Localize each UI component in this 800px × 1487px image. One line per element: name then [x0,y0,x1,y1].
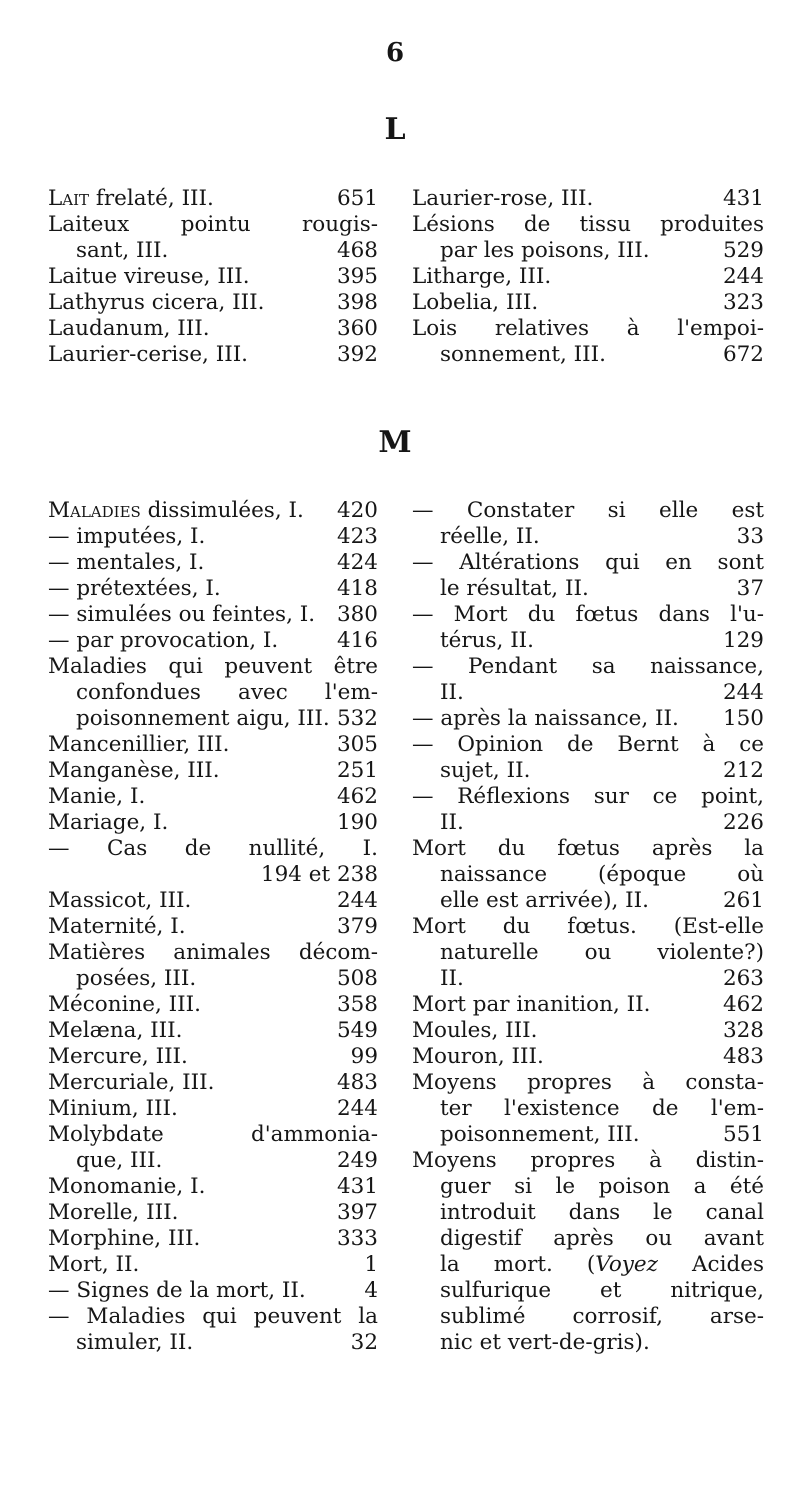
entry-text: Lathyrus cicera, III. [48,290,265,315]
entry-text: — imputées, I. [48,524,206,549]
entry-line: sant, III. [76,238,169,263]
index-entry [48,1096,378,1122]
entry-page-number: 244 [722,264,764,289]
entry-text: Laurier-rose, III. [412,186,594,211]
entry-line: térus, II. [440,628,535,653]
entry-rest: frelaté, III. [89,186,214,211]
index-entry [412,732,764,784]
page-number: 6 [385,38,405,68]
section-letter-m: M [378,425,412,460]
section-letter-l: L [384,112,406,147]
entry-page-number: 418 [336,576,378,601]
entry-page-number: 251 [336,758,378,783]
entry-page-number: 261 [722,888,764,913]
index-entry [412,186,764,212]
entry-line: Mort du fœtus. (Est-elle [412,914,764,939]
entry-line: II. [440,810,464,835]
index-entry [412,316,764,368]
index-entry [48,836,378,888]
entry-line: Lésions de tissu produites [412,212,764,237]
entry-text: Lobelia, III. [412,290,539,315]
index-entry [412,706,764,732]
entry-page-number: 431 [336,1174,378,1199]
index-entry [48,550,378,576]
index-entry [48,1122,378,1174]
index-entry [48,1304,378,1356]
entry-line: poisonnement aigu, III. [76,706,330,731]
index-entry [48,784,378,810]
entry-line: Laiteux pointu rougis- [48,212,378,237]
entry-text: Laurier-cerise, III. [48,342,249,367]
entry-line: — Constater si elle est [412,498,764,523]
entry-page-number: 150 [722,706,764,731]
entry-page-number: 379 [336,914,378,939]
entry-page-number: 395 [336,264,378,289]
entry-line: Molybdate d'ammonia- [48,1122,378,1147]
entry-text: — après la naissance, II. [412,706,679,731]
entry-page-number: 423 [336,524,378,549]
entry-text: Manie, I. [48,784,146,809]
entry-page-number: 420 [336,498,378,523]
entry-line: que, III. [76,1148,163,1173]
entry-text: Mariage, I. [48,810,169,835]
entry-page-number: 424 [336,550,378,575]
index-entry [412,264,764,290]
index-entry [48,654,378,732]
entry-rest: dissimulées, I. [140,498,304,523]
index-entry [412,498,764,550]
index-entry [48,1044,378,1070]
index-entry [48,212,378,264]
entry-page-number: 651 [336,186,378,211]
entry-page-number: 549 [336,1018,378,1043]
entry-line: sublimé corrosif, arse- [440,1304,764,1329]
entry-line: Moyens propres à consta- [412,1070,764,1095]
index-entry [412,1044,764,1070]
entry-text: Mercure, III. [48,1044,188,1069]
entry-line: guer si le poison a été [440,1174,764,1199]
entry-line: la mort. (Voyez Acides [440,1252,764,1277]
index-entry [48,290,378,316]
entry-page-number: 398 [336,290,378,315]
entry-text: Mort, II. [48,1252,140,1277]
entry-page-number: 672 [722,342,764,367]
entry-text: — simulées ou feintes, I. [48,602,316,627]
entry-page-number: 249 [336,1148,378,1173]
index-entry [412,1018,764,1044]
index-entry [412,1148,764,1356]
entry-page-number: 333 [336,1226,378,1251]
entry-page-number: 244 [336,1096,378,1121]
entry-line: — Réflexions sur ce point, [412,784,764,809]
index-entry [48,264,378,290]
entry-page-number: 508 [336,966,378,991]
index-entry [48,498,378,524]
index-entry [48,810,378,836]
entry-line: II. [440,680,464,705]
index-entry [48,1070,378,1096]
entry-text: Mercuriale, III. [48,1070,215,1095]
entry-line: elle est arrivée), II. [440,888,649,913]
entry-text: Manganèse, III. [48,758,220,783]
entry-line: — Opinion de Bernt à ce [412,732,764,757]
entry-line: sujet, II. [440,758,531,783]
entry-page-number: 263 [722,966,764,991]
entry-line: introduit dans le canal [440,1200,764,1225]
entry-text: Moules, III. [412,1018,538,1043]
entry-text: — mentales, I. [48,550,205,575]
index-entry [48,914,378,940]
entry-line: — Maladies qui peuvent la [48,1304,378,1329]
entry-page-number: 462 [336,784,378,809]
entry-line: — Altérations qui en sont [412,550,764,575]
index-entry [412,784,764,836]
entry-text: Monomanie, I. [48,1174,206,1199]
entry-page-number: 392 [336,342,378,367]
entry-line: réelle, II. [440,524,540,549]
index-entry [412,914,764,992]
entry-page-number: 190 [336,810,378,835]
entry-page-number: 551 [722,1122,764,1147]
index-column-left-m [48,498,378,1356]
entry-text: Laudanum, III. [48,316,210,341]
index-entry [412,836,764,914]
entry-line: sulfurique et nitrique, [440,1278,764,1303]
entry-line: Matières animales décom- [48,940,378,965]
entry-page-number: 416 [336,628,378,653]
entry-page-number: 380 [336,602,378,627]
index-entry [412,992,764,1018]
index-entry [48,1200,378,1226]
entry-page-number: 212 [722,758,764,783]
entry-line: posées, III. [76,966,197,991]
entry-text [48,498,378,524]
entry-line: Lois relatives à l'empoi- [412,316,764,341]
entry-line: sonnement, III. [440,342,606,367]
entry-line: digestif après ou avant [440,1226,764,1251]
entry-text: Litharge, III. [412,264,552,289]
entry-page-number: 226 [722,810,764,835]
entry-line: simuler, II. [76,1330,194,1355]
entry-page-number: 37 [736,576,764,601]
entry-page-number: 194 et 238 [260,862,378,887]
entry-text: Maternité, I. [48,914,186,939]
entry-page-number: 32 [350,1330,378,1355]
index-column-right-l [412,186,764,368]
entry-text [48,186,378,212]
index-entry [48,1174,378,1200]
index-entry [48,1226,378,1252]
entry-text: — par provocation, I. [48,628,279,653]
entry-line: confondues avec l'em- [76,680,378,705]
entry-text: Morphine, III. [48,1226,201,1251]
entry-text: Mouron, III. [412,1044,544,1069]
index-entry [48,732,378,758]
entry-line: le résultat, II. [440,576,589,601]
entry-text: Méconine, III. [48,992,201,1017]
entry-page-number: 483 [722,1044,764,1069]
index-entry [48,316,378,342]
entry-page-number: 360 [336,316,378,341]
index-entry [48,758,378,784]
entry-page-number: 397 [336,1200,378,1225]
entry-page-number: 323 [722,290,764,315]
entry-line: nic et vert-de-gris). [440,1330,650,1355]
index-entry [48,992,378,1018]
index-entry [48,1252,378,1278]
index-entry [412,212,764,264]
index-entry [48,628,378,654]
index-column-left-l [48,186,378,368]
entry-text: Laitue vireuse, III. [48,264,250,289]
index-column-right-m [412,498,764,1356]
entry-text: Morelle, III. [48,1200,179,1225]
entry-text: — Signes de la mort, II. [48,1278,306,1303]
entry-lead-word: Lait [48,186,90,211]
entry-page-number: 462 [722,992,764,1017]
entry-text: Mort par inanition, II. [412,992,651,1017]
index-entry [412,290,764,316]
entry-page-number: 431 [722,186,764,211]
entry-page-number: 483 [336,1070,378,1095]
entry-page-number: 244 [336,888,378,913]
entry-line: poisonnement, III. [440,1122,640,1147]
index-entry [48,940,378,992]
index-entry [48,1018,378,1044]
index-entry [48,888,378,914]
entry-line: naturelle ou violente?) [440,940,764,965]
index-entry [412,1070,764,1148]
index-entry [412,602,764,654]
entry-page-number: 244 [722,680,764,705]
index-entry [48,602,378,628]
entry-page-number: 129 [722,628,764,653]
index-entry [48,342,378,368]
entry-page-number: 305 [336,732,378,757]
entry-page-number: 529 [722,238,764,263]
entry-line: naissance (époque où [440,862,764,887]
entry-line: Moyens propres à distin- [412,1148,764,1173]
entry-line: — Mort du fœtus dans l'u- [412,602,764,627]
index-entry [48,524,378,550]
entry-page-number: 358 [336,992,378,1017]
entry-page-number: 532 [336,706,378,731]
index-entry [48,576,378,602]
entry-text: — prétextées, I. [48,576,221,601]
entry-line: ter l'existence de l'em- [440,1096,764,1121]
entry-page-number: 328 [722,1018,764,1043]
entry-text: Massicot, III. [48,888,192,913]
index-entry [412,654,764,706]
entry-line: Mort du fœtus après la [412,836,764,861]
entry-line: Maladies qui peuvent être [48,654,378,679]
entry-page-number: 4 [364,1278,378,1303]
entry-text: Mancenillier, III. [48,732,230,757]
index-entry [48,1278,378,1304]
entry-text: Minium, III. [48,1096,178,1121]
entry-line: — Pendant sa naissance, [412,654,764,679]
entry-line: II. [440,966,464,991]
entry-line: — Cas de nullité, I. [48,836,378,861]
entry-text: Melæna, III. [48,1018,183,1043]
entry-page-number: 99 [350,1044,378,1069]
entry-lead-word: Maladies [48,498,141,523]
entry-line: par les poisons, III. [440,238,650,263]
index-entry [412,550,764,602]
entry-page-number: 1 [364,1252,378,1277]
index-entry [48,186,378,212]
entry-page-number: 33 [736,524,764,549]
entry-page-number: 468 [336,238,378,263]
